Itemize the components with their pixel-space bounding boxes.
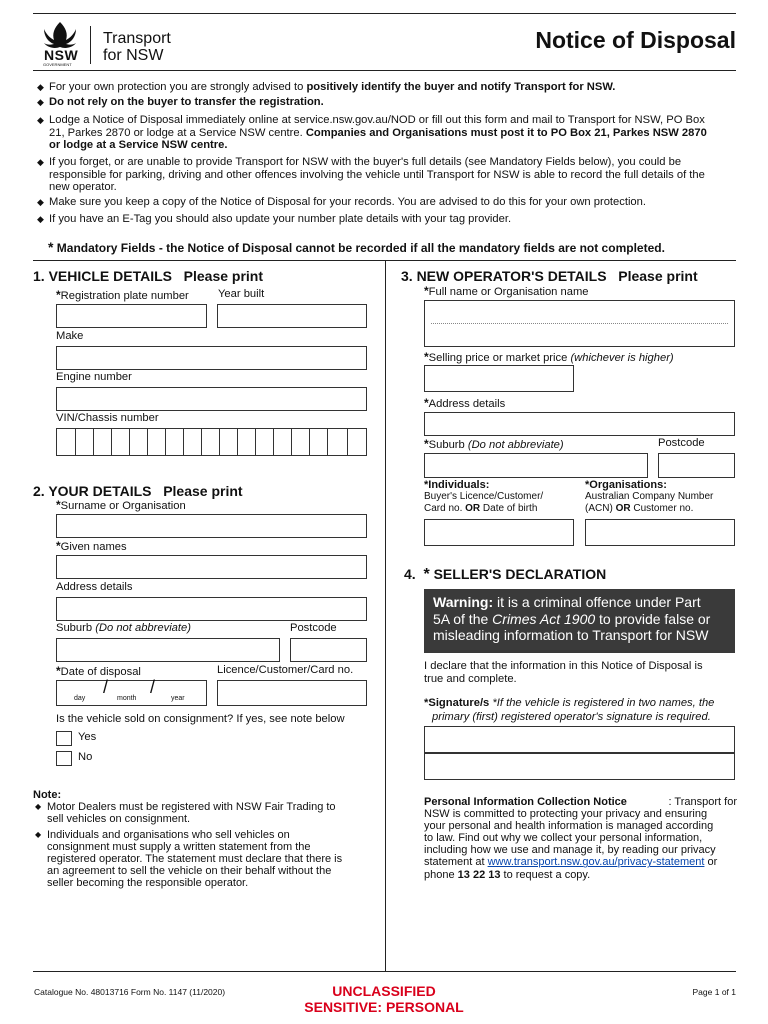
warning-box: Warning: it is a criminal offence under Part 5A of the Crimes Act 1900 to provide false or misleading information to Transport for NSW — [424, 589, 735, 653]
rego-input[interactable] — [56, 304, 207, 328]
intro-bullet-2: ◆ Do not rely on the buyer to transfer the registration. — [37, 96, 324, 108]
consignment-yes-checkbox[interactable] — [56, 731, 72, 746]
address-input[interactable] — [56, 597, 367, 621]
classification: UNCLASSIFIED SENSITIVE: PERSONAL — [304, 983, 464, 1015]
organisations-block: *Organisations: Australian Company Number (ACN) OR Customer no. — [585, 479, 714, 514]
vin-label: VIN/Chassis number — [56, 412, 159, 424]
brand-line-2: for NSW — [103, 47, 164, 64]
logo-gov-text: GOVERNMENT — [43, 62, 72, 67]
date-year-hint: year — [171, 695, 185, 702]
operator-suburb-input[interactable] — [424, 453, 648, 478]
given-names-input[interactable] — [56, 555, 367, 579]
date-day-hint: day — [74, 695, 86, 702]
operator-suburb-label: *Suburb (Do not abbreviate) — [424, 437, 564, 451]
intro-bullet-6: ◆ If you have an E-Tag you should also update your number plate details with your tag provider. — [37, 213, 512, 225]
catalogue-number: Catalogue No. 48013716 Form No. 1147 (11/2020) — [34, 987, 226, 997]
note-item-1: ◆ Motor Dealers must be registered with NSW Fair Trading to sell vehicles on consignment. — [35, 801, 336, 825]
signature-box-1[interactable] — [424, 726, 735, 753]
vin-input[interactable] — [56, 428, 367, 456]
operator-address-label: *Address details — [424, 396, 506, 410]
brand-line-1: Transport — [103, 30, 171, 47]
individuals-block: *Individuals: Buyer's Licence/Customer/ Card no. OR Date of birth — [424, 479, 544, 514]
consignment-no-checkbox[interactable] — [56, 751, 72, 766]
page-title: Notice of Disposal — [535, 27, 736, 53]
postcode-label: Postcode — [290, 622, 337, 634]
column-divider — [385, 260, 386, 972]
buyer-licence-input[interactable] — [424, 519, 574, 546]
your-details-heading: 2. YOUR DETAILS Please print — [33, 483, 243, 499]
make-input[interactable] — [56, 346, 367, 370]
declaration-text: I declare that the information in this Notice of Disposal is true and complete. — [424, 660, 703, 685]
year-input[interactable] — [217, 304, 367, 328]
rego-label: *Registration plate number — [56, 288, 189, 302]
note-title: Note: — [33, 789, 62, 801]
consignment-question: Is the vehicle sold on consignment? If yes, see note below — [56, 713, 345, 725]
logo-divider — [90, 26, 91, 64]
mandatory-note: * Mandatory Fields - the Notice of Disposal cannot be recorded if all the mandatory fields are not completed. — [48, 239, 665, 255]
new-operator-heading: 3. NEW OPERATOR'S DETAILS Please print — [401, 268, 698, 284]
privacy-statement-link[interactable]: www.transport.nsw.gov.au/privacy-statement — [487, 856, 705, 869]
brand-name — [103, 30, 171, 64]
operator-postcode-label: Postcode — [658, 437, 705, 449]
waratah-icon — [40, 20, 80, 50]
postcode-input[interactable] — [290, 638, 367, 662]
intro-bullet-3: ◆ Lodge a Notice of Disposal immediately online at service.nsw.gov.au/NOD or fill out this form and mail to Transport for NSW, PO Box 21, Parkes 2870 or lodge at a Service NSW centre. Companies and Organisations must post it to PO Box 21, Parkes NSW 2870 or lodge at a Service NSW centre. — [37, 114, 707, 152]
date-month-hint: month — [117, 695, 137, 702]
suburb-input[interactable] — [56, 638, 280, 662]
date-slash-1: / — [103, 677, 109, 697]
price-input[interactable] — [424, 365, 574, 392]
note-item-2: ◆ Individuals and organisations who sell vehicles on consignment must supply a written statement from the registered operator. The statement must declare that there is an agreement to sell the vehicle on their behalf without the seller becoming the responsible operator. — [35, 829, 343, 889]
intro-bullet-5: ◆ Make sure you keep a copy of the Notice of Disposal for your records. You are advised to do this for your own protection. — [37, 196, 646, 208]
acn-input[interactable] — [585, 519, 735, 546]
make-label: Make — [56, 330, 84, 342]
date-input[interactable] — [56, 677, 207, 706]
licence-input[interactable] — [217, 680, 367, 706]
surname-input[interactable] — [56, 514, 367, 538]
licence-label: Licence/Customer/Card no. — [217, 664, 354, 676]
date-slash-2: / — [150, 677, 156, 697]
operator-address-input[interactable] — [424, 412, 735, 436]
operator-postcode-input[interactable] — [658, 453, 735, 478]
intro-bullet-1: ◆ For your own protection you are strongly advised to positively identify the buyer and notify Transport for NSW. — [37, 81, 616, 93]
logo-nsw-text: NSW — [44, 47, 79, 63]
privacy-notice: Personal Information Collection Notice : Transport for NSW is committed to protecting your privacy and ensuring your personal and health information is managed according to law. Find out why we collect your personal information, including how we use and manage it, by reading our privacy statement at www.transport.nsw.gov.au/privacy-statement or phone 13 22 13 to request a copy. — [424, 796, 737, 881]
engine-input[interactable] — [56, 387, 367, 411]
suburb-label: Suburb (Do not abbreviate) — [56, 622, 191, 634]
page-number: Page 1 of 1 — [692, 987, 736, 997]
sections-bottom-rule — [33, 971, 736, 972]
surname-label: *Surname or Organisation — [56, 498, 186, 512]
price-label: *Selling price or market price (whichever is higher) — [424, 350, 674, 364]
consignment-yes-label: Yes — [78, 731, 97, 743]
nsw-logo — [40, 20, 80, 68]
top-rule — [33, 13, 736, 14]
header-rule — [33, 70, 736, 71]
signature-label: *Signature/s *If the vehicle is registered in two names, the primary (first) registered operator's signature is required. — [424, 697, 715, 723]
operator-name-input[interactable] — [424, 300, 735, 347]
intro-bullet-4: ◆ If you forget, or are unable to provide Transport for NSW with the buyer's full details (see Mandatory Fields below), you could be responsible for parking, driving and other offences involving the vehicle until Transport for NSW is able to record the full details of the new operator. — [37, 156, 705, 194]
declaration-heading: 4. * SELLER'S DECLARATION — [404, 566, 607, 583]
signature-box-2[interactable] — [424, 753, 735, 780]
date-label: *Date of disposal — [56, 664, 141, 678]
given-names-label: *Given names — [56, 539, 127, 553]
consignment-no-label: No — [78, 751, 93, 763]
engine-label: Engine number — [56, 371, 132, 383]
vehicle-heading: 1. VEHICLE DETAILS Please print — [33, 268, 264, 284]
operator-name-label: *Full name or Organisation name — [424, 284, 589, 298]
address-label: Address details — [56, 581, 133, 593]
year-label: Year built — [218, 288, 265, 300]
